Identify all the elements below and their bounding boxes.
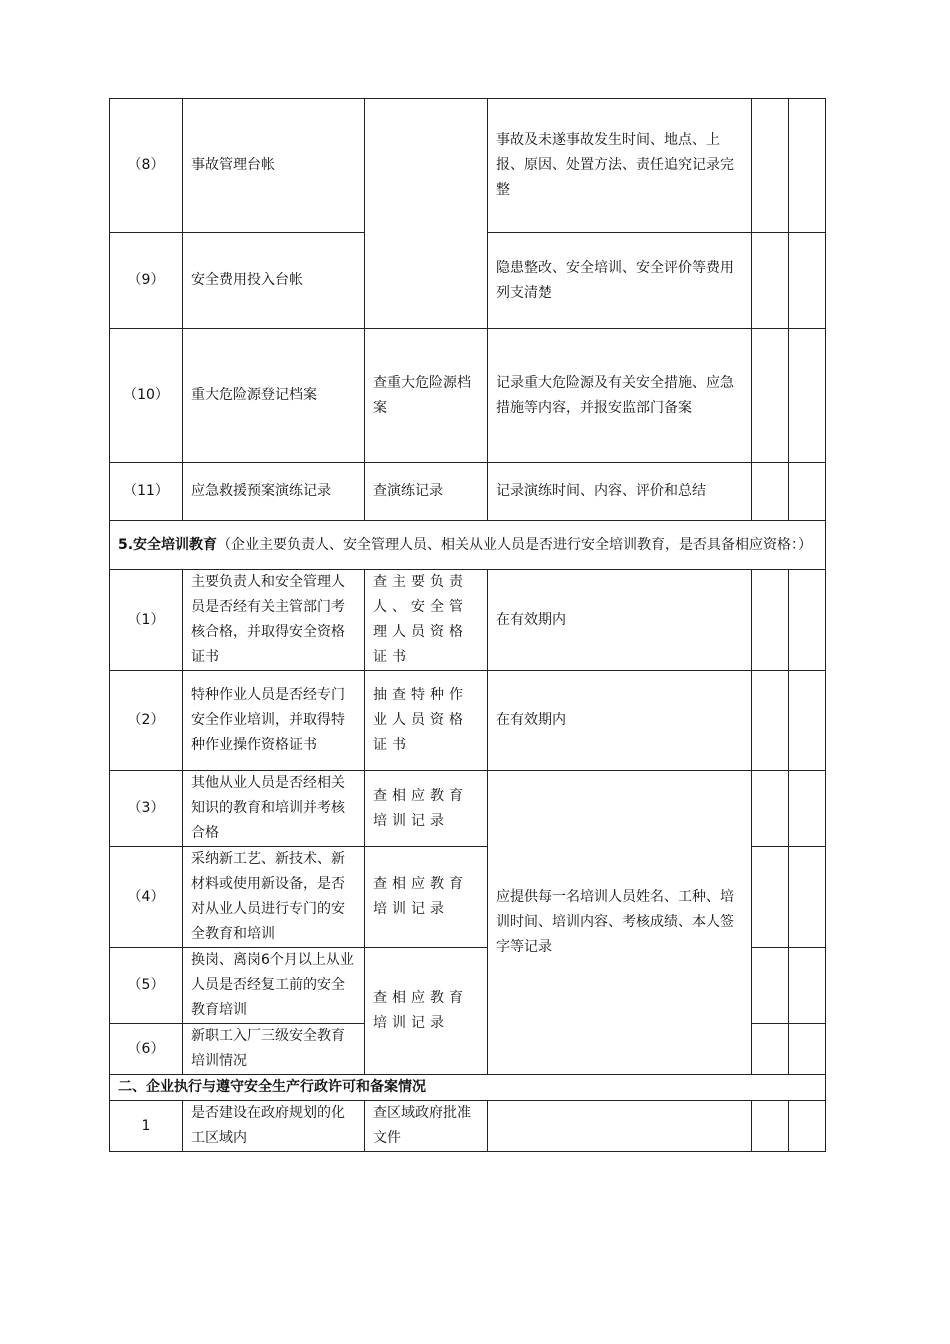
remark-cell [789, 1024, 826, 1075]
table-row [110, 329, 826, 463]
remark-cell [789, 948, 826, 1024]
result-cell [752, 1101, 789, 1152]
check-standard: 事故及未遂事故发生时间、地点、上报、原因、处置方法、责任追究记录完整 [488, 99, 752, 233]
section-5-title: 5.安全培训教育 [118, 536, 218, 553]
remark-cell [789, 1101, 826, 1152]
remark-cell [789, 671, 826, 771]
check-standard: 记录重大危险源及有关安全措施、应急措施等内容，并报安监部门备案 [488, 329, 752, 463]
inspection-table [109, 98, 826, 1152]
check-standard [488, 1101, 752, 1152]
remark-cell [789, 463, 826, 521]
result-cell [752, 463, 789, 521]
check-standard: 隐患整改、安全培训、安全评价等费用列支清楚 [488, 233, 752, 329]
row-number: （3） [110, 771, 183, 847]
check-method: 查区域政府批准文件 [365, 1101, 488, 1152]
check-item: 应急救援预案演练记录 [183, 463, 365, 521]
result-cell [752, 1024, 789, 1075]
remark-cell [789, 570, 826, 671]
remark-cell [789, 329, 826, 463]
check-method: 抽查特种作业人员资格证书 [365, 671, 488, 771]
remark-cell [789, 99, 826, 233]
section-row [110, 521, 826, 570]
check-method [365, 99, 488, 329]
result-cell [752, 233, 789, 329]
check-method: 查演练记录 [365, 463, 488, 521]
section-5-description: （企业主要负责人、安全管理人员、相关从业人员是否进行安全培训教育，是否具备相应资格：） [217, 536, 813, 553]
check-item: 重大危险源登记档案 [183, 329, 365, 463]
result-cell [752, 771, 789, 847]
check-item: 是否建设在政府规划的化工区域内 [183, 1101, 365, 1152]
result-cell [752, 329, 789, 463]
check-item: 主要负责人和安全管理人员是否经有关主管部门考核合格，并取得安全资格证书 [183, 570, 365, 671]
row-number: （6） [110, 1024, 183, 1075]
table-row [110, 771, 826, 847]
row-number: （11） [110, 463, 183, 521]
check-method: 查相应教育培训记录 [365, 948, 488, 1075]
check-method: 查相应教育培训记录 [365, 847, 488, 948]
section-2-title: 二、企业执行与遵守安全生产行政许可和备案情况 [110, 1075, 826, 1101]
section-5-header [110, 521, 826, 570]
check-method: 查相应教育培训记录 [365, 771, 488, 847]
result-cell [752, 948, 789, 1024]
check-standard: 应提供每一名培训人员姓名、工种、培训时间、培训内容、考核成绩、本人签字等记录 [488, 771, 752, 1075]
check-method: 查重大危险源档案 [365, 329, 488, 463]
check-standard: 记录演练时间、内容、评价和总结 [488, 463, 752, 521]
table-row [110, 463, 826, 521]
check-item: 换岗、离岗6个月以上从业人员是否经复工前的安全教育培训 [183, 948, 365, 1024]
check-method: 查主要负责人、安全管理人员资格证书 [365, 570, 488, 671]
table-row [110, 570, 826, 671]
result-cell [752, 570, 789, 671]
table-row [110, 99, 826, 233]
section-row [110, 1075, 826, 1101]
row-number: （4） [110, 847, 183, 948]
row-number: （1） [110, 570, 183, 671]
check-item: 事故管理台帐 [183, 99, 365, 233]
row-number: （8） [110, 99, 183, 233]
result-cell [752, 847, 789, 948]
row-number: （10） [110, 329, 183, 463]
check-item: 其他从业人员是否经相关知识的教育和培训并考核合格 [183, 771, 365, 847]
row-number: （5） [110, 948, 183, 1024]
result-cell [752, 99, 789, 233]
check-item: 安全费用投入台帐 [183, 233, 365, 329]
remark-cell [789, 771, 826, 847]
table-row [110, 671, 826, 771]
check-item: 采纳新工艺、新技术、新材料或使用新设备，是否对从业人员进行专门的安全教育和培训 [183, 847, 365, 948]
row-number: 1 [110, 1101, 183, 1152]
row-number: （9） [110, 233, 183, 329]
check-standard: 在有效期内 [488, 671, 752, 771]
row-number: （2） [110, 671, 183, 771]
check-item: 特种作业人员是否经专门安全作业培训，并取得特种作业操作资格证书 [183, 671, 365, 771]
check-item: 新职工入厂三级安全教育培训情况 [183, 1024, 365, 1075]
remark-cell [789, 847, 826, 948]
table-row [110, 1101, 826, 1152]
check-standard: 在有效期内 [488, 570, 752, 671]
remark-cell [789, 233, 826, 329]
result-cell [752, 671, 789, 771]
